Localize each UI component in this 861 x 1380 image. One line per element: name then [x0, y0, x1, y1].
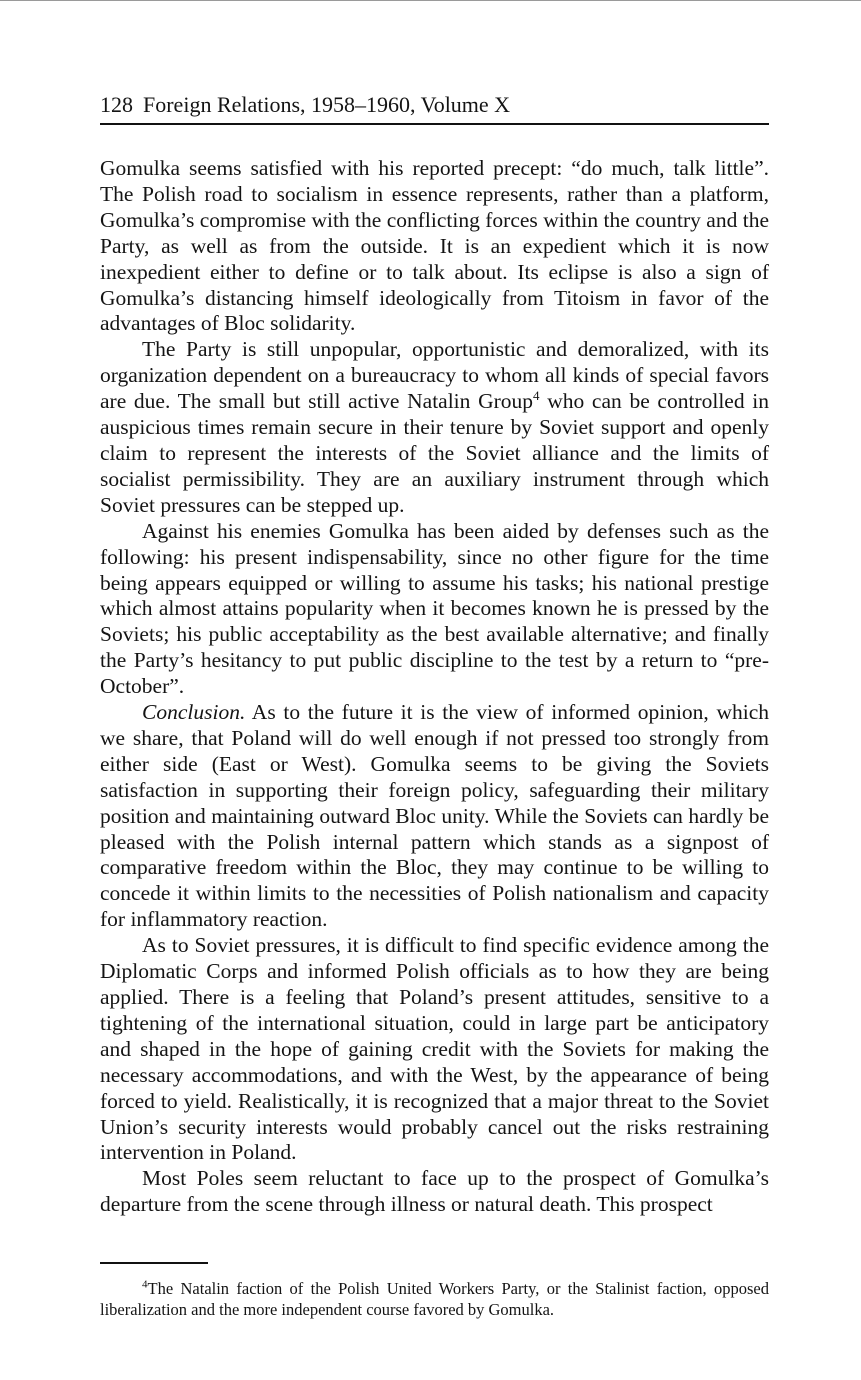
paragraph-5: As to Soviet pressures, it is difficult to find specific evidence among the Diplomatic Corps and informed Polish officials as to how they are being applied. There is a feeling that Poland’s present attitudes, sensitive to a tightening of the international situation, could in large part be anticipatory and shaped in the hope of gaining credit with the Soviets for making the necessary accommodations, and with the West, by the appearance of being forced to yield. Realistically, it is recognized that a major threat to the Soviet Union’s security interests would probably cancel out the risks restraining intervention in Poland. — [100, 933, 769, 1165]
volume-title: Foreign Relations, 1958–1960, Volume X — [143, 92, 511, 117]
paragraph-4-text: As to the future it is the view of informed opinion, which we share, that Poland will do well enough if not pressed too strongly from either side (East or West). Gomulka seems to be giving the Soviets satisfaction in supporting their foreign policy, safeguarding their military position and maintaining outward Bloc unity. While the Soviets can hardly be pleased with the Polish internal pattern which stands as a signpost of comparative freedom within the Bloc, they may continue to be willing to concede it within limits to the necessities of Polish nationalism and capacity for inflammatory reaction. — [100, 700, 769, 932]
paragraph-4 — [100, 700, 769, 933]
top-edge-rule — [0, 0, 861, 1]
paragraph-3: Against his enemies Gomulka has been aided by defenses such as the following: his present indispensability, since no other figure for the time being appears equipped or willing to assume his tasks; his national prestige which almost attains popularity when it becomes known he is pressed by the Soviets; his public acceptability as the best available alternative; and finally the Party’s hesitancy to put public discipline to the test by a return to “pre-October”. — [100, 518, 769, 699]
footnote-divider — [100, 1262, 208, 1264]
paragraph-2 — [100, 337, 769, 518]
footnote-reference[interactable]: 4 — [533, 388, 540, 403]
footnote-text: The Natalin faction of the Polish United Workers Party, or the Stalinist faction, opposed liberalization and the more independent course favored by Gomulka. — [100, 1279, 769, 1319]
paragraph-6: Most Poles seem reluctant to face up to the prospect of Gomulka’s departure from the scene through illness or natural death. This prospect — [100, 1166, 769, 1217]
running-head — [100, 90, 769, 125]
page-number: 128 — [100, 92, 133, 117]
paragraph-2-text-after-ref: who can be controlled in auspicious times remain secure in their tenure by Soviet support and openly claim to represent the interests of the Soviet alliance and the limits of socialist permissibility. They are an auxiliary instrument through which Soviet pressures can be stepped up. — [100, 389, 769, 517]
footnote-number: 4 — [142, 1278, 148, 1291]
paragraph-1: Gomulka seems satisfied with his reported precept: “do much, talk little”. The Polish road to socialism in essence represents, rather than a platform, Gomulka’s compromise with the conflicting forces within the country and the Party, as well as from the outside. It is an expedient which it is now inexpedient either to define or to talk about. Its eclipse is also a sign of Gomulka’s distancing himself ideologically from Titoism in favor of the advantages of Bloc solidarity. — [100, 156, 769, 336]
footnote — [100, 1278, 769, 1320]
body-text — [100, 156, 769, 1218]
paragraph-2-text-before-ref: The Party is still unpopular, opportunistic and demoralized, with its organization dependent on a bureaucracy to whom all kinds of special favors are due. The small but still active Natalin Group — [100, 337, 769, 414]
conclusion-lead: Conclusion. — [142, 700, 246, 725]
